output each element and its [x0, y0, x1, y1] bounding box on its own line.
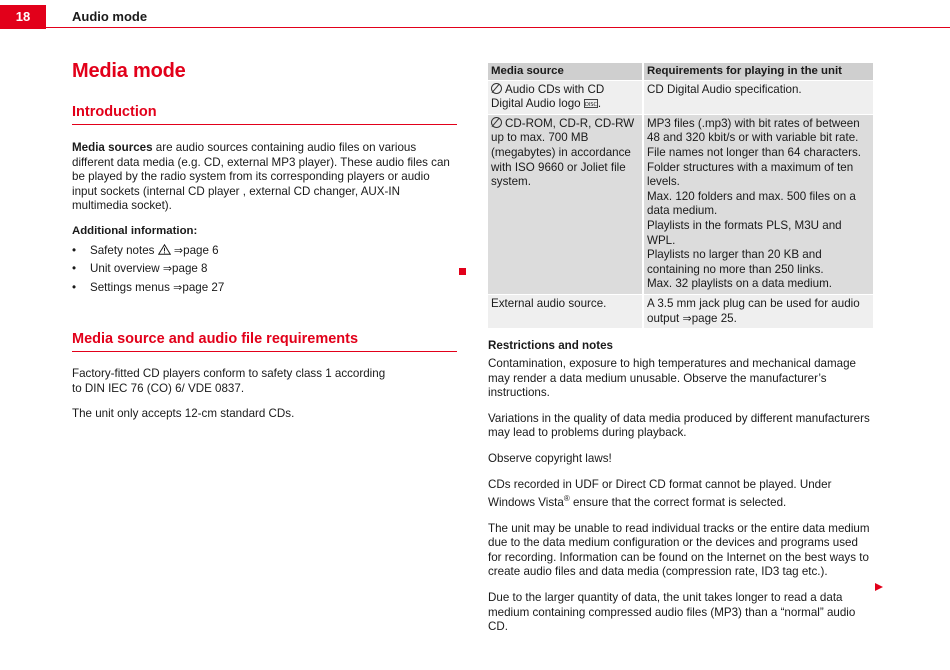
running-title: Audio mode	[72, 9, 148, 24]
requirements-cell	[643, 80, 873, 114]
restrictions-paragraph: Observe copyright laws!	[488, 452, 612, 466]
warning-triangle-icon	[158, 244, 171, 255]
disc-icon	[491, 117, 502, 128]
vista-text: CDs recorded in UDF or Direct CD format cannot be played. Under Windows Vista	[488, 477, 832, 510]
requirement-line: Max. 120 folders and max. 500 files on a data medium.	[647, 189, 856, 218]
restrictions-paragraph	[488, 478, 873, 511]
page-25-ref[interactable]: page 25.	[691, 311, 737, 325]
ref-arrow-icon: ⇒	[173, 244, 184, 257]
restrictions-paragraph: Due to the larger quantity of data, the unit takes longer to read a data medium containing compressed audio files (MP3) than a “normal” audio CD.	[488, 591, 856, 634]
requirement-line: MP3 files (.mp3) with bit rates of between 48 and 320 kbit/s or with variable bit rate.	[647, 116, 860, 145]
column-header-requirements: Requirements for playing in the unit	[643, 63, 873, 80]
ref-arrow-icon: ⇒	[162, 263, 173, 276]
requirements-heading: Media source and audio file requirements	[72, 331, 457, 352]
media-source-cell	[488, 80, 643, 114]
ref-arrow-icon: ⇒	[173, 281, 183, 294]
restrictions-body	[488, 357, 873, 635]
introduction-paragraph	[72, 141, 457, 214]
requirement-line: Playlists no larger than 20 KB and containing no more than 250 links.	[647, 248, 824, 276]
section-end-mark	[459, 268, 466, 275]
continue-arrow-icon	[875, 583, 883, 591]
list-item-unit-overview[interactable]	[72, 262, 457, 277]
media-source-suffix: .	[597, 97, 602, 111]
disc-icon	[491, 83, 502, 94]
ref-arrow-icon: ⇒	[682, 312, 692, 325]
table-row	[488, 294, 873, 328]
table-row	[488, 114, 873, 294]
unit-overview-label: Unit overview	[90, 262, 160, 276]
additional-info-list	[72, 244, 457, 296]
page-title: Media mode	[72, 60, 186, 82]
vista-tail-text: ensure that the correct format is selected.	[569, 496, 787, 510]
page-header	[0, 0, 950, 28]
media-source-cell: External audio source.	[488, 294, 643, 328]
settings-menus-label: Settings menus	[90, 280, 170, 294]
requirements-table	[488, 63, 873, 328]
settings-menus-ref[interactable]: page 27	[182, 280, 225, 294]
list-item-settings-menus[interactable]	[72, 281, 457, 296]
left-column	[72, 60, 457, 421]
safety-notes-label: Safety notes	[90, 243, 155, 257]
requirement-line: File names not longer than 64 characters.	[647, 145, 861, 159]
requirement-line: A 3.5 mm jack plug can be used for audio output	[647, 296, 860, 325]
introduction-heading: Introduction	[72, 104, 457, 125]
column-header-media-source: Media source	[488, 63, 643, 80]
restrictions-paragraph: The unit may be unable to read individual tracks or the entire data medium due to the data medium configuration or the devices and programs used for recording. Information can be found on the Internet on the best ways to create audio files and data media (compression rate, ID3 tag etc.).	[488, 521, 870, 579]
additional-info-heading: Additional information:	[72, 224, 198, 237]
requirement-line: Folder structures with a maximum of ten levels.	[647, 160, 854, 189]
media-source-text: CD-ROM, CD-R, CD-RW up to max. 700 MB (megabytes) in accordance with ISO 9660 or Joliet file system.	[491, 116, 635, 189]
restrictions-paragraph: Contamination, exposure to high temperatures and mechanical damage may render a data medium unusable. Observe the manufacturer’s instructions.	[488, 357, 856, 400]
media-sources-term: Media sources	[72, 141, 153, 154]
requirement-line: Playlists in the formats PLS, M3U and WPL.	[647, 218, 842, 247]
standard-cd-paragraph: The unit only accepts 12-cm standard CDs.	[72, 406, 295, 420]
safety-notes-ref[interactable]: page 6	[183, 243, 219, 257]
cd-logo-text: DISC	[584, 101, 597, 108]
table-row	[488, 80, 873, 114]
cd-logo-icon	[584, 99, 598, 108]
requirement-line: Max. 32 playlists on a data medium.	[647, 277, 832, 291]
restrictions-paragraph: Variations in the quality of data media produced by different manufacturers may lead to problems during playback.	[488, 411, 870, 440]
media-source-text: Audio CDs with CD Digital Audio logo	[491, 82, 605, 111]
requirements-cell	[643, 294, 873, 328]
unit-overview-ref[interactable]: page 8	[172, 262, 208, 276]
right-column	[488, 63, 873, 646]
page-number: 18	[0, 5, 46, 29]
requirement-line: CD Digital Audio specification.	[647, 82, 802, 96]
introduction-text: are audio sources containing audio files on various different data media (e.g. CD, external MP3 player). These audio files can be played by the radio system from its corresponding players or audio input sockets (internal CD player , external CD changer, AUX-IN multimedia socket).	[72, 141, 450, 213]
table-header-row	[488, 63, 873, 80]
list-item-safety-notes[interactable]	[72, 244, 457, 259]
media-source-cell	[488, 114, 643, 294]
requirements-cell	[643, 114, 873, 294]
header-rule	[46, 27, 950, 28]
safety-class-paragraph: Factory-fitted CD players conform to safety class 1 according to DIN IEC 76 (CO) 6/ VDE 0837.	[72, 367, 386, 395]
registered-mark: ®	[563, 494, 570, 504]
restrictions-heading: Restrictions and notes	[488, 339, 613, 353]
